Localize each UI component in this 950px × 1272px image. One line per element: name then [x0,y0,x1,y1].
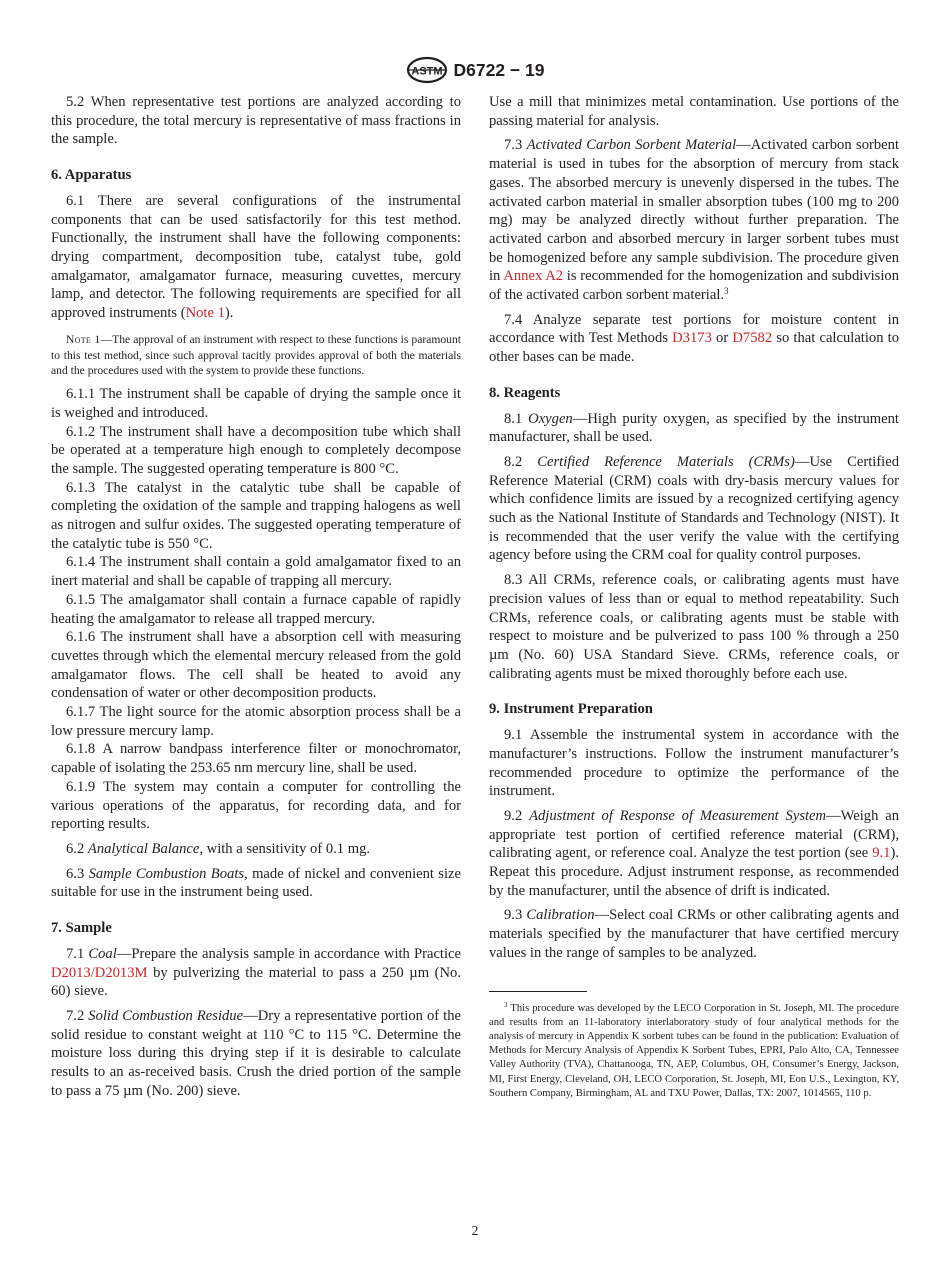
para-6-1: 6.1 There are several configurations of the instrumental components that can be used satisfactorily for this test method. Functionally, the instrument shall have the following components: drying compartment, decomposition tube, catalyst tube, gold amalgamator, amalgamator furnace, measuring cuvettes, mercury lamp, and detector. The following requirements are specified for all approved instruments (Note 1). [51,192,461,322]
note-1-link[interactable]: Note 1 [185,305,225,322]
note-1: Note 1—The approval of an instrument with respect to these functions is paramount to this test method, since such approval tacitly provides approval of both the materials and the procedures used with the system to provide these functions. [51,332,462,378]
para-7-4: 7.4 Analyze separate test portions for moisture content in accordance with Test Methods D3173 or D7582 so that calculation to other bases can be made. [489,311,900,366]
para-6-1-7: 6.1.7 The light source for the atomic absorption process shall be a low pressure mercury lamp. [51,704,461,739]
para-7-2: 7.2 Solid Combustion Residue—Dry a representative portion of the solid residue to constant weight at 110 °C to 115 °C. Determine the moisture loss during this drying step if it is desirable to calculate results to an as-received basis. Crush the dried portion of the sample to pass a 75 µm (No. 200) sieve. [51,1007,461,1099]
para-7-1: 7.1 Coal—Prepare the analysis sample in accordance with Practice D2013/D2013M by pulverizing the material to pass a 250 µm (No. 60) sieve. [51,945,461,1000]
para-9-2: 9.2 Adjustment of Response of Measurement System—Weigh an appropriate test portion of certified reference material (CRM), calibrating agent, or reference coal. Analyze the test portion (see 9.1). Repeat this procedure. Adjust instrument response, as recommended by the manufacturer, until the absence of drift is indicated. [489,807,899,899]
footnote-rule [489,991,587,992]
para-5-2: 5.2 When representative test portions are analyzed according to this procedure, the total mercury is representative of mass fractions in the sample. [51,94,461,148]
para-6-1-4: 6.1.4 The instrument shall contain a gold amalgamator fixed to an inert material and shall be capable of trapping all mercury. [51,554,461,590]
para-6-1-8: 6.1.8 A narrow bandpass interference filter or monochromator, capable of isolating the 253.65 nm mercury line, shall be used. [51,741,461,777]
left-column [51,93,461,1100]
d7582-link[interactable]: D7582 [732,330,773,347]
para-9-3: 9.3 Calibration—Select coal CRMs or other calibrating agents and materials specified by the manufacturer that have certified mercury values in the range of samples to be analyzed. [489,907,899,961]
note-1-label: Note 1 [66,332,101,346]
para-8-2: 8.2 Certified Reference Materials (CRMs)—Use Certified Reference Material (CRM) coals with dry-basis mercury values for which confidence limits are issued by a recognized certifying agency such as the National Institute of Standards and Technology (NIST). It is recommended that the user verify the value with the certifying agency before using the CRM coal for quality control purposes. [489,453,900,564]
para-6-1-2: 6.1.2 The instrument shall have a decomposition tube which shall be operated at a temperature high enough to completely decompose the sample. The suggested operating temperature is 800 °C. [51,423,461,477]
astm-logo-text: ASTM [410,65,443,78]
para-6-1-5: 6.1.5 The amalgamator shall contain a furnace capable of rapidly heating the amalgamator to release all trapped mercury. [51,591,461,627]
para-9-1: 9.1 Assemble the instrumental system in accordance with the manufacturer’s instructions. Follow the instrument manufacturer’s recommended procedure to optimize the performance of the instrument. [489,727,899,800]
heading-reagents: 8. Reagents [489,384,561,401]
page-number: 2 [471,1223,479,1238]
para-7-3: 7.3 Activated Carbon Sorbent Material—Activated carbon sorbent material is used in tubes for the absorption of mercury from stack gases. The absorbed mercury is unevenly dispersed in the tubes. The activated carbon material in smaller absorption tubes (100 mg to 200 mg) may be analyzed directly without further preparation. The activated carbon and absorbed mercury in larger sorbent tubes must be homogenized before any sample subdivision. The procedure given in Annex A2 is recommended for the homogenization and subdivision of the activated carbon sorbent material.$^3$ [489,137,900,304]
section-9-1-link[interactable]: 9.1 [872,845,891,862]
page-header [0,56,950,84]
right-column [489,93,899,1101]
para-6-1-1: 6.1.1 The instrument shall be capable of drying the sample once it is weighed and introduced. [51,386,461,421]
para-6-1-6: 6.1.6 The instrument shall have a absorption cell with measuring cuvettes through which the elemental mercury released from the gold amalgamator flows. The cell shall be heated to avoid any condensation of water or other decomposition products. [51,629,461,702]
heading-apparatus: 6. Apparatus [51,167,132,184]
d2013-link[interactable]: D2013/D2013M [51,964,148,981]
heading-instrument-preparation: 9. Instrument Preparation [489,701,653,718]
astm-logo [406,56,448,84]
heading-sample: 7. Sample [51,920,112,937]
para-6-1-9: 6.1.9 The system may contain a computer for controlling the various operations of the apparatus, for recording data, and for reporting results. [51,778,461,833]
para-6-2: 6.2 Analytical Balance, with a sensitivity of 0.1 mg. [66,841,371,857]
annex-a2-link[interactable]: Annex A2 [503,268,564,285]
para-6-3: 6.3 Sample Combustion Boats, made of nickel and convenient size suitable for use in the instrument being used. [51,865,461,901]
footnote-3: $^3$ This procedure was developed by the LECO Corporation in St. Joseph, MI. The procedure and results from an 11-laboratory interlaboratory study of four analytical methods for the analysis of mercury in Appendix K sorbent tubes can be found in the publication: Evaluation of Methods for Mercury Analysis of Appendix K Sorbent Tubes, EPRI, Palo Alto, CA, Tennessee Valley Authority (TVA), Chattanooga, TN, AEP, Columbus, OH, Consumer’s Energy, Jackson, MI, First Energy, Cleveland, OH, LECO Corporation, St. Joseph, MI, Eon U.S., Lexington, KY, Southern Company, Birmingham, AL and TXU Power, Dallas, TX: 2007, 1014565, 110 p. [489,1000,899,1099]
footnote-3-ref: 3 [724,286,729,297]
para-8-1: 8.1 Oxygen—High purity oxygen, as specified by the instrument manufacturer, shall be used. [489,410,899,446]
para-7-2-continued: Use a mill that minimizes metal contamination. Use portions of the passing material for analysis. [489,94,899,129]
standard-designation: D6722 − 19 [453,59,545,80]
d3173-link[interactable]: D3173 [672,330,712,347]
para-8-3: 8.3 All CRMs, reference coals, or calibrating agents must have precision values of less than or equal to method repeatability. Such CRMs, reference coals, or calibrating agents must be stable with respect to moisture and be pulverized to pass 100 % through a 250 µm (No. 60) USA Standard Sieve. CRMs, reference coals, or calibrating agents must be mixed thoroughly before each use. [489,572,899,682]
para-6-1-3: 6.1.3 The catalyst in the catalytic tube shall be capable of completing the oxidation of the sample and trapping halogens as well as nitrogen and sulfur oxides. The suggested operating temperature of the catalytic tube is 550 °C. [51,479,461,552]
